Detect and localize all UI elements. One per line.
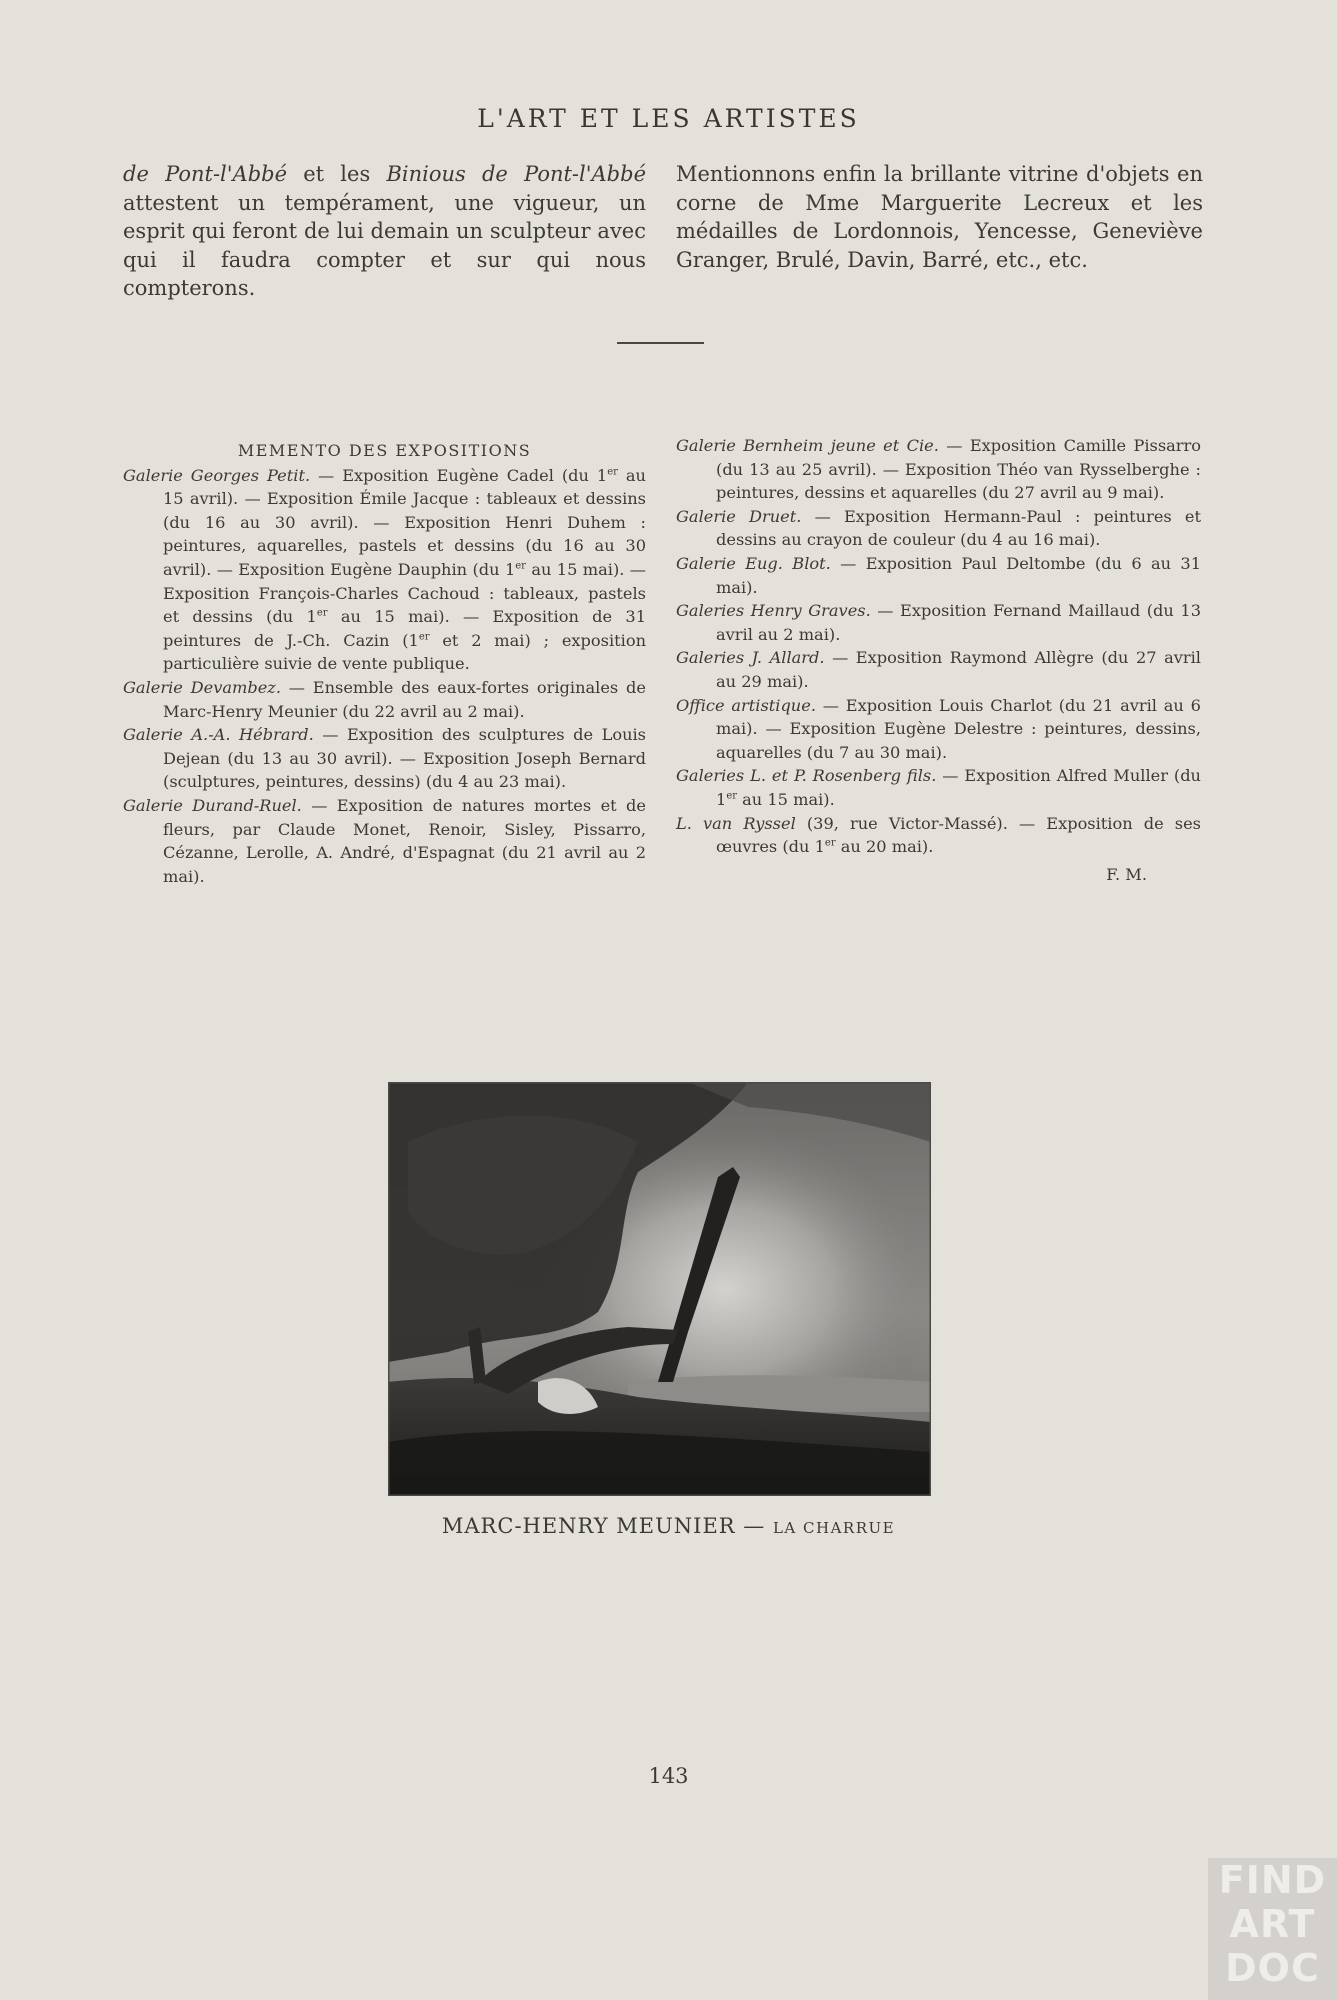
gallery-name: Galeries Henry Graves. (676, 601, 871, 621)
entry-text: — Exposition Eugène Cadel (du 1 (310, 465, 608, 485)
entry-text: — Ensemble des eaux-fortes originales de Marc-Henry Meunier (du 22 avril au 2 mai). (163, 677, 646, 721)
memento-entry-petit (123, 464, 646, 676)
italic-title: Binious de Pont-l'Abbé (386, 162, 646, 186)
italic-title: de Pont-l'Abbé (123, 162, 288, 186)
etching-plate (388, 1082, 931, 1496)
plate-caption (0, 1514, 1337, 1538)
text-run: attestent un tempérament, une vigueur, un esprit qui feront de lui demain un sculpteur avec qui il faudra compter et sur qui nous compterons. (123, 190, 646, 300)
entry-text: — Exposition Louis Charlot (du 21 avril au 6 mai). — Exposition Eugène Delestre : peintures, dessins, aquarelles (du 7 au 30 mai). (716, 695, 1201, 762)
memento-entry-rosenberg (676, 764, 1201, 811)
page-number: 143 (648, 1764, 689, 1788)
entry-text: — Exposition Paul Deltombe (du 6 au 31 mai). (716, 553, 1202, 597)
intro-paragraph-left (123, 160, 646, 303)
memento-entry-durand-ruel (123, 794, 646, 888)
entry-text: — Exposition Fernand Maillaud (du 13 avril au 2 mai). (716, 601, 1201, 644)
text-run: et les (287, 162, 387, 186)
section-divider (617, 342, 704, 344)
entry-text: au 15 mai). — Exposition François-Charles Cachoud : tableaux, pastels et dessins (du 1 (163, 559, 646, 627)
entry-text: — Exposition des sculptures de Louis Dejean (du 13 au 30 avril). — Exposition Joseph Bernard (sculptures, peintures, dessins) (du 4 au 23 mai). (163, 725, 646, 792)
caption-dash: — (735, 1514, 773, 1538)
watermark-line: DOC (1225, 1946, 1320, 1990)
superscript: er (607, 466, 618, 478)
entry-text: — Exposition Camille Pissarro (du 13 au 25 avril). — Exposition Théo van Rysselberghe : peintures, dessins et aquarelles (du 27 avril au 9 mai). (716, 436, 1201, 503)
memento-title: MEMENTO DES EXPOSITIONS (237, 441, 532, 460)
entry-text: au 15 mai). — Exposition de 31 peintures de J.-Ch. Cazin (1 (163, 607, 646, 650)
memento-entry-graves (676, 599, 1201, 646)
memento-entry-blot (676, 552, 1201, 599)
intro-paragraph-right: Mentionnons enfin la brillante vitrine d'objets en corne de Mme Marguerite Lecreux et les médailles de Lordonnois, Yencesse, Geneviève Granger, Brulé, Davin, Barré, etc., etc. (676, 162, 1203, 272)
entry-text: — Exposition Raymond Allègre (du 27 avril au 29 mai). (716, 648, 1201, 691)
superscript: er (726, 790, 738, 802)
superscript: er (824, 837, 836, 849)
entry-text: — Exposition de natures mortes et de fleurs, par Claude Monet, Renoir, Sisley, Pissarro, Cézanne, Lerolle, A. André, d'Espagnat (du 21 avril au 2 mai). (163, 795, 646, 886)
etching-image (388, 1082, 931, 1496)
memento-column-left (123, 439, 646, 888)
entry-text: et 2 mai) ; exposition particulière suivie de vente publique. (163, 630, 646, 674)
gallery-name: Galerie Bernheim jeune et Cie. (676, 436, 939, 455)
memento-entry-druet (676, 505, 1201, 552)
gallery-name: Galeries J. Allard. (676, 648, 825, 668)
memento-entry-bernheim (676, 434, 1201, 505)
gallery-name: Galerie Durand-Ruel. (123, 795, 302, 815)
entry-text: — Exposition Hermann-Paul : peintures et dessins au crayon de couleur (du 4 au 16 mai). (716, 506, 1201, 550)
findartdoc-watermark-logo (1208, 1858, 1337, 2000)
memento-column-right (676, 434, 1201, 886)
entry-text: (39, rue Victor-Massé). — Exposition de ses œuvres (du 1 (716, 813, 1201, 857)
gallery-name: Galerie Georges Petit. (123, 465, 311, 485)
author-signature: F. M. (1106, 864, 1147, 884)
memento-entry-ryssel (676, 812, 1201, 859)
entry-text: au 15 avril). — Exposition Émile Jacque : tableaux et dessins (du 16 au 30 avril). — Exposition Henri Duhem : peintures, aquarelles, pastels et dessins (du 16 au 30 avril). — Exposition Eugène Dauphin (du 1 (163, 465, 646, 579)
gallery-name: Galerie Druet. (676, 506, 802, 526)
gallery-name: Galeries L. et P. Rosenberg fils. (676, 766, 937, 786)
caption-title: LA CHARRUE (772, 1519, 896, 1537)
gallery-name: Office artistique. (676, 695, 816, 715)
running-head: L'ART ET LES ARTISTES (477, 104, 860, 133)
gallery-name: Galerie Devambez. (123, 677, 281, 697)
memento-entry-hebrard (123, 723, 646, 794)
superscript: er (515, 560, 526, 572)
gallery-name: L. van Ryssel (676, 813, 796, 833)
gallery-name: Galerie Eug. Blot. (676, 553, 831, 573)
superscript: er (418, 631, 430, 643)
memento-entry-devambez (123, 676, 646, 723)
memento-entry-allard (676, 646, 1201, 693)
watermark-line: ART (1229, 1902, 1316, 1946)
gallery-name: Galerie A.-A. Hébrard. (123, 725, 314, 745)
caption-artist: MARC-HENRY MEUNIER (441, 1514, 736, 1538)
entry-text: au 20 mai). (835, 837, 934, 857)
superscript: er (316, 607, 328, 619)
memento-entry-office (676, 694, 1201, 765)
watermark-line: FIND (1218, 1858, 1327, 1902)
entry-text: au 15 mai). (737, 789, 835, 809)
entry-text: — Exposition Alfred Muller (du 1 (716, 766, 1201, 809)
